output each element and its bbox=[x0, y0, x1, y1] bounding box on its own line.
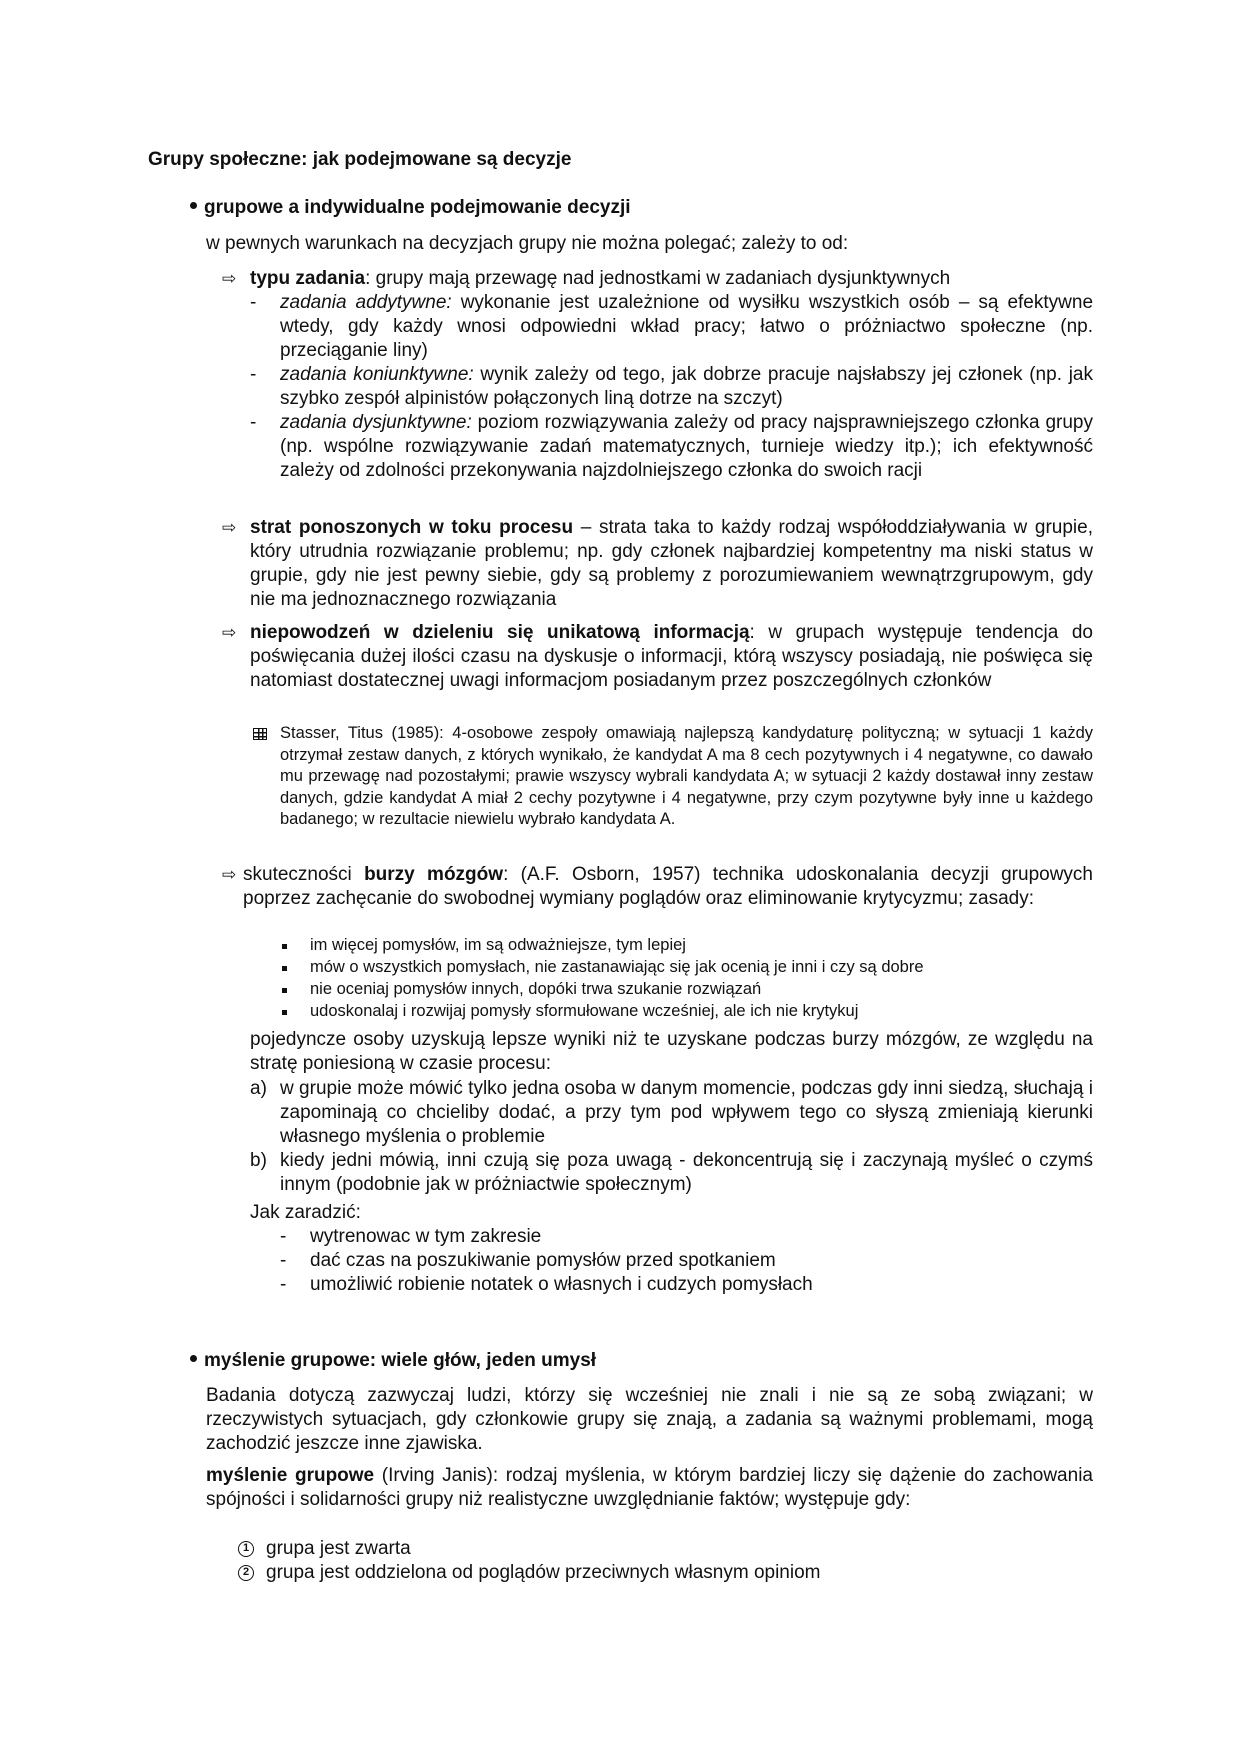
factor-unique-information bbox=[250, 621, 1093, 693]
dash-icon: - bbox=[250, 364, 257, 385]
definition: (Irving Janis): rodzaj myślenia, w którym bardziej liczy się dążenie do zachowania spójności i solidarności grupy niż realistyczne uwzględnianie faktów; występuje gdy: bbox=[206, 1465, 1093, 1510]
definition: wykonanie jest uzależnione od wysiłku wszystkich osób – są efektywne wtedy, gdy każdy wnosi odpowiedni wkład pracy; łatwo o próżniactwo społeczne (np. przeciąganie liny) bbox=[280, 292, 1094, 361]
additive-tasks bbox=[280, 291, 1093, 363]
circled-number-icon: 2 bbox=[238, 1565, 254, 1581]
factor-brainstorming bbox=[243, 863, 1093, 911]
remedy-item: wytrenowac w tym zakresie bbox=[310, 1226, 542, 1247]
factor-text: : grupy mają przewagę nad jednostkami w zadaniach dysjunktywnych bbox=[365, 268, 951, 289]
square-bullet-icon bbox=[282, 966, 287, 971]
section-heading-text: myślenie grupowe: wiele głów, jeden umysł bbox=[204, 1350, 597, 1371]
arrow-icon: ⇨ bbox=[222, 623, 237, 642]
factor-text: : (A.F. Osborn, 1957) technika udoskonalania decyzji grupowych poprzez zachęcanie do swobodnej wymiany poglądów oraz eliminowanie krytycyzmu; zasady: bbox=[243, 864, 1093, 909]
remedy-item: dać czas na poszukiwanie pomysłów przed spotkaniem bbox=[310, 1250, 776, 1271]
term: myślenie grupowe bbox=[206, 1465, 375, 1486]
rule-item: nie oceniaj pomysłów innych, dopóki trwa szukanie rozwiązań bbox=[310, 980, 762, 998]
condition-item: grupa jest zwarta bbox=[266, 1538, 411, 1559]
square-bullet-icon bbox=[282, 944, 287, 949]
circled-number-icon: 1 bbox=[238, 1541, 254, 1557]
definition: poziom rozwiązywania zależy od pracy najsprawniejszego członka grupy (np. wspólne rozwiązywanie zadań matematycznych, turnieje wiedzy itp.); ich efektywność zależy od zdolności przekonywania najzdolniejszego członka do swoich racji bbox=[280, 412, 1093, 481]
dash-icon: - bbox=[280, 1250, 287, 1271]
dash-icon: - bbox=[280, 1274, 287, 1295]
bullet-icon bbox=[190, 202, 197, 209]
factor-term: typu zadania bbox=[250, 268, 366, 289]
term: zadania dysjunktywne: bbox=[280, 412, 472, 433]
dash-icon: - bbox=[250, 412, 257, 433]
factor-task-type bbox=[250, 267, 1100, 291]
section-heading-text: grupowe a indywidualne podejmowanie decyzji bbox=[204, 197, 631, 218]
factor-pre: skuteczności bbox=[243, 864, 365, 885]
term: zadania koniunktywne: bbox=[280, 364, 474, 385]
definition: wynik zależy od tego, jak dobrze pracuje najsłabszy jej członek (np. jak szybko zespół alpinistów połączonych liną dotrze na szczyt) bbox=[280, 364, 1093, 409]
factor-text: – strata taka to każdy rodzaj współoddziaływania w grupie, który utrudnia rozwiązanie problemu; np. gdy członek najbardziej kompetentny ma niski status w grupie, gdy nie jest pewny siebie, gdy są problemy z porozumiewaniem wewnątrzgrupowym, gdy nie ma jednoznacznego rozwiązania bbox=[250, 517, 1093, 610]
bullet-icon bbox=[190, 1355, 197, 1362]
conjunctive-tasks bbox=[280, 363, 1093, 411]
arrow-icon: ⇨ bbox=[222, 518, 237, 537]
page-title: Grupy społeczne: jak podejmowane są decyzje bbox=[148, 149, 572, 170]
factor-term: niepowodzeń w dzieleniu się unikatową informacją bbox=[250, 622, 750, 643]
list-label-a: a) bbox=[250, 1078, 267, 1099]
arrow-icon: ⇨ bbox=[222, 865, 237, 884]
arrow-icon: ⇨ bbox=[222, 269, 237, 288]
remedy-item: umożliwić robienie notatek o własnych i cudzych pomysłach bbox=[310, 1274, 813, 1295]
factor-process-losses bbox=[250, 516, 1093, 612]
reason-b: kiedy jedni mówią, inni czują się poza uwagą - dekoncentrują się i zaczynają myśleć o czymś innym (podobnie jak w próżniactwie społecznym) bbox=[280, 1150, 1093, 1195]
factor-term: strat ponoszonych w toku procesu bbox=[250, 517, 574, 538]
intro-text: w pewnych warunkach na decyzjach grupy nie można polegać; zależy to od: bbox=[206, 233, 849, 254]
dash-icon: - bbox=[280, 1226, 287, 1247]
term: zadania addytywne: bbox=[280, 292, 452, 313]
section-heading-decisions bbox=[190, 196, 631, 220]
remedy-heading: Jak zaradzić: bbox=[250, 1202, 361, 1223]
study-note-icon bbox=[253, 728, 267, 740]
factor-text: : w grupach występuje tendencja do poświęcania dużej ilości czasu na dyskusje o informacji, którą wszyscy posiadają, nie poświęca się natomiast dostatecznej uwagi informacjom posiadanym przez poszczególnych członków bbox=[250, 622, 1093, 691]
rule-item: im więcej pomysłów, im są odważniejsze, tym lepiej bbox=[310, 936, 686, 954]
factor-term: burzy mózgów bbox=[364, 864, 504, 885]
square-bullet-icon bbox=[282, 988, 287, 993]
rule-item: udoskonalaj i rozwijaj pomysły sformułowane wcześniej, ale ich nie krytykuj bbox=[310, 1002, 859, 1020]
disjunctive-tasks bbox=[280, 411, 1093, 483]
groupthink-definition bbox=[206, 1464, 1093, 1512]
square-bullet-icon bbox=[282, 1010, 287, 1015]
study-note: Stasser, Titus (1985): 4-osobowe zespoły omawiają najlepszą kandydaturę polityczną; w sytuacji 1 każdy otrzymał zestaw danych, z których wynikało, że kandydat A ma 8 cech pozytywnych i 4 negatywne, co dawało mu przewagę nad pozostałymi; prawie wszyscy wybrali kandydata A; w sytuacji 2 każdy dostawał inny zestaw danych, gdzie kandydat A miał 2 cechy pozytywne i 4 negatywne, przy czym pozytywne były inne u każdego badanego; w rezultacie niewielu wybrało kandydata A. bbox=[280, 724, 1093, 828]
condition-item: grupa jest oddzielona od poglądów przeciwnych własnym opiniom bbox=[266, 1562, 821, 1583]
reason-a: w grupie może mówić tylko jedna osoba w danym momencie, podczas gdy inni siedzą, słuchają i zapominają co chcieliby dodać, a przy tym pod wpływem tego co słyszą zmieniają kierunki własnego myślenia o problemie bbox=[280, 1078, 1093, 1147]
list-label-b: b) bbox=[250, 1150, 267, 1171]
rule-item: mów o wszystkich pomysłach, nie zastanawiając się jak ocenią je inni i czy są dobre bbox=[310, 958, 924, 976]
brainstorming-paragraph: pojedyncze osoby uzyskują lepsze wyniki niż te uzyskane podczas burzy mózgów, ze względu na stratę poniesioną w czasie procesu: bbox=[250, 1029, 1093, 1074]
section-heading-groupthink bbox=[190, 1349, 596, 1373]
dash-icon: - bbox=[250, 292, 257, 313]
groupthink-intro: Badania dotyczą zazwyczaj ludzi, którzy się wcześniej nie znali i nie są ze sobą związani; w rzeczywistych sytuacjach, gdy członkowie grupy się znają, a zadania są ważnymi problemami, mogą zachodzić jeszcze inne zjawiska. bbox=[206, 1385, 1093, 1454]
